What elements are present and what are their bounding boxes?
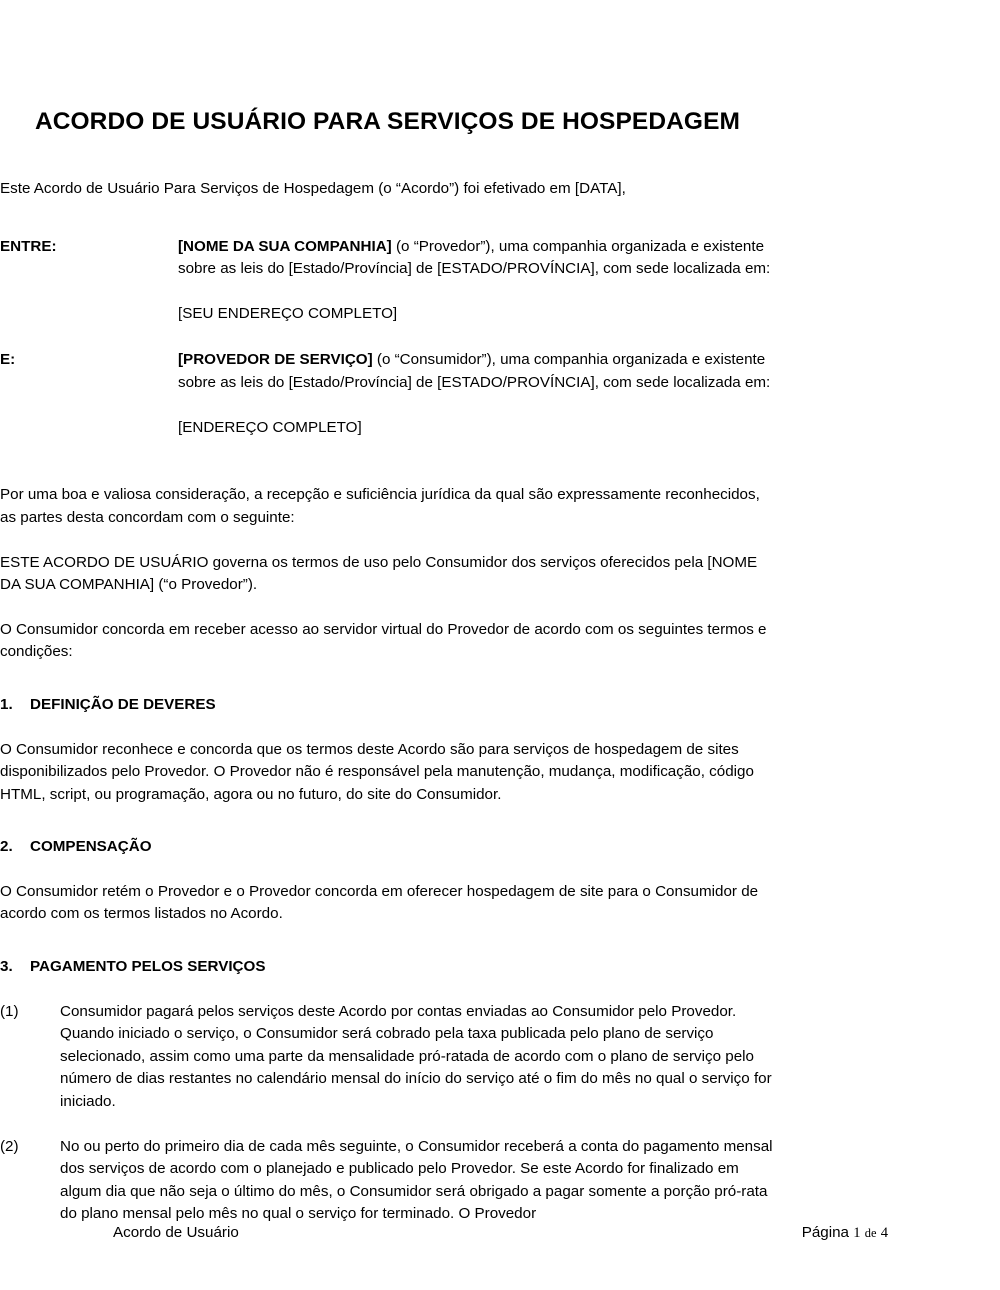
party-description-provider (178, 236, 775, 281)
party-block-consumer (0, 349, 775, 439)
page-title: ACORDO DE USUÁRIO PARA SERVIÇOS DE HOSPEDAGEM (34, 108, 741, 135)
party-body-consumer (178, 349, 775, 439)
footer-page-indicator (802, 1222, 888, 1244)
section-heading-1 (0, 694, 775, 717)
party-address-provider: [SEU ENDEREÇO COMPLETO] (178, 305, 398, 323)
clause-item-1 (0, 1001, 775, 1114)
party-name-consumer: [PROVEDOR DE SERVIÇO] (178, 350, 373, 368)
party-label-entre: ENTRE: (0, 237, 57, 255)
spacer (0, 462, 775, 484)
section-body-1: O Consumidor reconhece e concorda que os termos deste Acordo são para serviços de hospedagem de sites disponibilizados pelo Provedor. O Provedor não é responsável pela manutenção, mudança, modificação, código HTML, script, ou programação, agora ou no futuro, do site do Consumidor. (0, 740, 754, 803)
section-heading-2 (0, 836, 775, 859)
clause-text-1: Consumidor pagará pelos serviços deste Acordo por contas enviadas ao Consumidor pelo Provedor. Quando iniciado o serviço, o Consumidor será cobrado pela taxa publicada pelo plano de serviço selecionado, assim como uma parte da mensalidade pró-ratada de acordo com o plano de serviço pelo número de dias restantes no calendário mensal do início do serviço até o fim do mês no qual o serviço for iniciado. (60, 1002, 772, 1111)
footer-page-number: 1 (853, 1225, 861, 1241)
recital-paragraph-2: ESTE ACORDO DE USUÁRIO governa os termos de uso pelo Consumidor dos serviços oferecidos pela [NOME DA SUA COMPANHIA] (“o Provedor”). (0, 553, 758, 594)
recital-paragraph-1: Por uma boa e valiosa consideração, a recepção e suficiência jurídica da qual são expressamente reconhecidos, as partes desta concordam com o seguinte: (0, 486, 760, 526)
page-footer (113, 1222, 888, 1244)
party-block-provider (0, 236, 775, 326)
party-description-consumer (178, 349, 775, 394)
section-number-1: 1. (0, 695, 13, 713)
footer-document-name: Acordo de Usuário (113, 1224, 239, 1241)
section-body-2: O Consumidor retém o Provedor e o Provedor concorda em oferecer hospedagem de site para o Consumidor de acordo com os termos listados no Acordo. (0, 882, 759, 923)
section-heading-3 (0, 956, 775, 979)
clause-item-2 (0, 1136, 775, 1226)
section-title-1: DEFINIÇÃO DE DEVERES (30, 695, 216, 713)
footer-of-word: de (864, 1226, 877, 1240)
party-label-e: E: (0, 350, 16, 368)
party-description-text-provider: (o “Provedor”), uma companhia organizada e existente sobre as leis do [Estado/Província] de [ESTADO/PROVÍNCIA], com sede localizada em: (178, 237, 771, 278)
section-number-2: 2. (0, 838, 13, 856)
party-name-provider: [NOME DA SUA COMPANHIA] (178, 237, 392, 255)
document-body (0, 178, 775, 1248)
recital-paragraph-3: O Consumidor concorda em receber acesso ao servidor virtual do Provedor de acordo com os seguintes termos e condições: (0, 620, 767, 661)
section-number-3: 3. (0, 958, 13, 976)
party-body-provider (178, 236, 775, 326)
party-description-text-consumer: (o “Consumidor”), uma companhia organizada e existente sobre as leis do [Estado/Província] de [ESTADO/PROVÍNCIA], com sede localizada em: (178, 350, 771, 391)
footer-page-word: Página (801, 1224, 849, 1241)
section-title-2: COMPENSAÇÃO (30, 838, 152, 856)
intro-paragraph: Este Acordo de Usuário Para Serviços de Hospedagem (o “Acordo”) foi efetivado em [DATA], (0, 180, 626, 197)
footer-page-total: 4 (880, 1225, 888, 1241)
clause-text-2: No ou perto do primeiro dia de cada mês seguinte, o Consumidor receberá a conta do pagamento mensal dos serviços de acordo com o planejado e publicado pelo Provedor. Se este Acordo for finalizado em algum dia que não seja o último do mês, o Consumidor será obrigado a pagar somente a porção pró-rata do plano mensal pelo mês no qual o serviço for terminado. O Provedor (60, 1137, 773, 1223)
section-title-3: PAGAMENTO PELOS SERVIÇOS (30, 958, 266, 976)
clause-marker-2: (2) (0, 1137, 19, 1155)
clause-marker-1: (1) (0, 1002, 19, 1020)
party-address-consumer: [ENDEREÇO COMPLETO] (178, 418, 362, 436)
